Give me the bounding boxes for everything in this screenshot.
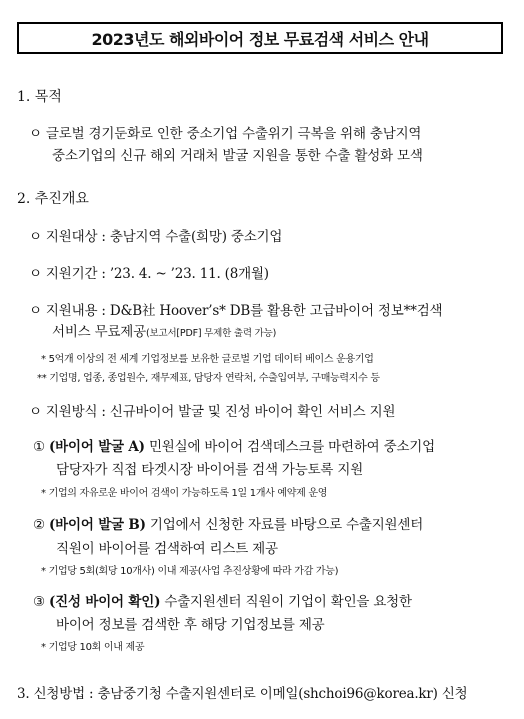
- footnote-1: * 5억개 이상의 전 세계 기업정보를 보유한 글로벌 기업 데이터 베이스 운용기업: [41, 354, 374, 365]
- method-c-number: ③: [33, 594, 45, 610]
- footnote-2: ** 기업명, 업종, 종업원수, 재무제표, 담당자 연락처, 수출입여부, 구매능력지수 등: [37, 373, 380, 384]
- method-b-note: * 기업당 5회(회당 10개사) 이내 제공(사업 추진상황에 따라 가감 가능): [41, 566, 339, 577]
- support-content-line-2: [52, 320, 276, 340]
- document-title: 2023년도 해외바이어 정보 무료검색 서비스 안내: [17, 22, 503, 54]
- support-period: ㅇ 지원기간 : ’23. 4. ~ ’23. 11. (8개월): [29, 266, 269, 282]
- method-a-line-2: 담당자가 직접 타겟시장 바이어를 검색 가능토록 지원: [56, 462, 364, 478]
- support-content-text: 서비스 무료제공: [52, 324, 146, 340]
- method-a-number: ①: [33, 439, 45, 455]
- method-a-bold: (바이어 발굴 A): [49, 439, 145, 455]
- method-b-bold: (바이어 발굴 B): [49, 517, 146, 533]
- method-a-line-1: [33, 435, 435, 455]
- application-method: 3. 신청방법 : 충남중기청 수출지원센터로 이메일(shchoi96@korea.kr) 신청: [17, 686, 468, 702]
- method-c-text: 수출지원센터 직원이 기업이 확인을 요청한: [160, 594, 412, 610]
- method-b-line-1: [33, 513, 423, 533]
- method-c-line-1: [33, 590, 412, 610]
- support-target: ㅇ 지원대상 : 충남지역 수출(희망) 중소기업: [29, 229, 283, 245]
- method-a-text: 민원실에 바이어 검색데스크를 마련하여 중소기업: [144, 439, 435, 455]
- method-a-note: * 기업의 자유로운 바이어 검색이 가능하도록 1일 1개사 예약제 운영: [41, 488, 328, 499]
- method-c-bold: (진성 바이어 확인): [49, 594, 161, 610]
- support-content-small: (보고서[PDF] 무제한 출력 가능): [145, 328, 277, 339]
- method-c-note: * 기업당 10회 이내 제공: [41, 642, 145, 653]
- support-method: ㅇ 지원방식 : 신규바이어 발굴 및 진성 바이어 확인 서비스 지원: [29, 404, 396, 420]
- section-1-heading: 1. 목적: [17, 89, 62, 105]
- method-c-line-2: 바이어 정보를 검색한 후 해당 기업정보를 제공: [56, 617, 325, 633]
- purpose-line-2: 중소기업의 신규 해외 거래처 발굴 지원을 통한 수출 활성화 모색: [52, 148, 423, 164]
- purpose-line-1: ㅇ 글로벌 경기둔화로 인한 중소기업 수출위기 극복을 위해 충남지역: [29, 126, 422, 142]
- support-content-line-1: ㅇ 지원내용 : D&B社 Hoover’s* DB를 활용한 고급바이어 정보**검색: [29, 303, 443, 319]
- section-2-heading: 2. 추진개요: [17, 191, 89, 207]
- method-b-line-2: 직원이 바이어를 검색하여 리스트 제공: [56, 541, 278, 557]
- method-b-text: 기업에서 신청한 자료를 바탕으로 수출지원센터: [145, 517, 424, 533]
- method-b-number: ②: [33, 517, 45, 533]
